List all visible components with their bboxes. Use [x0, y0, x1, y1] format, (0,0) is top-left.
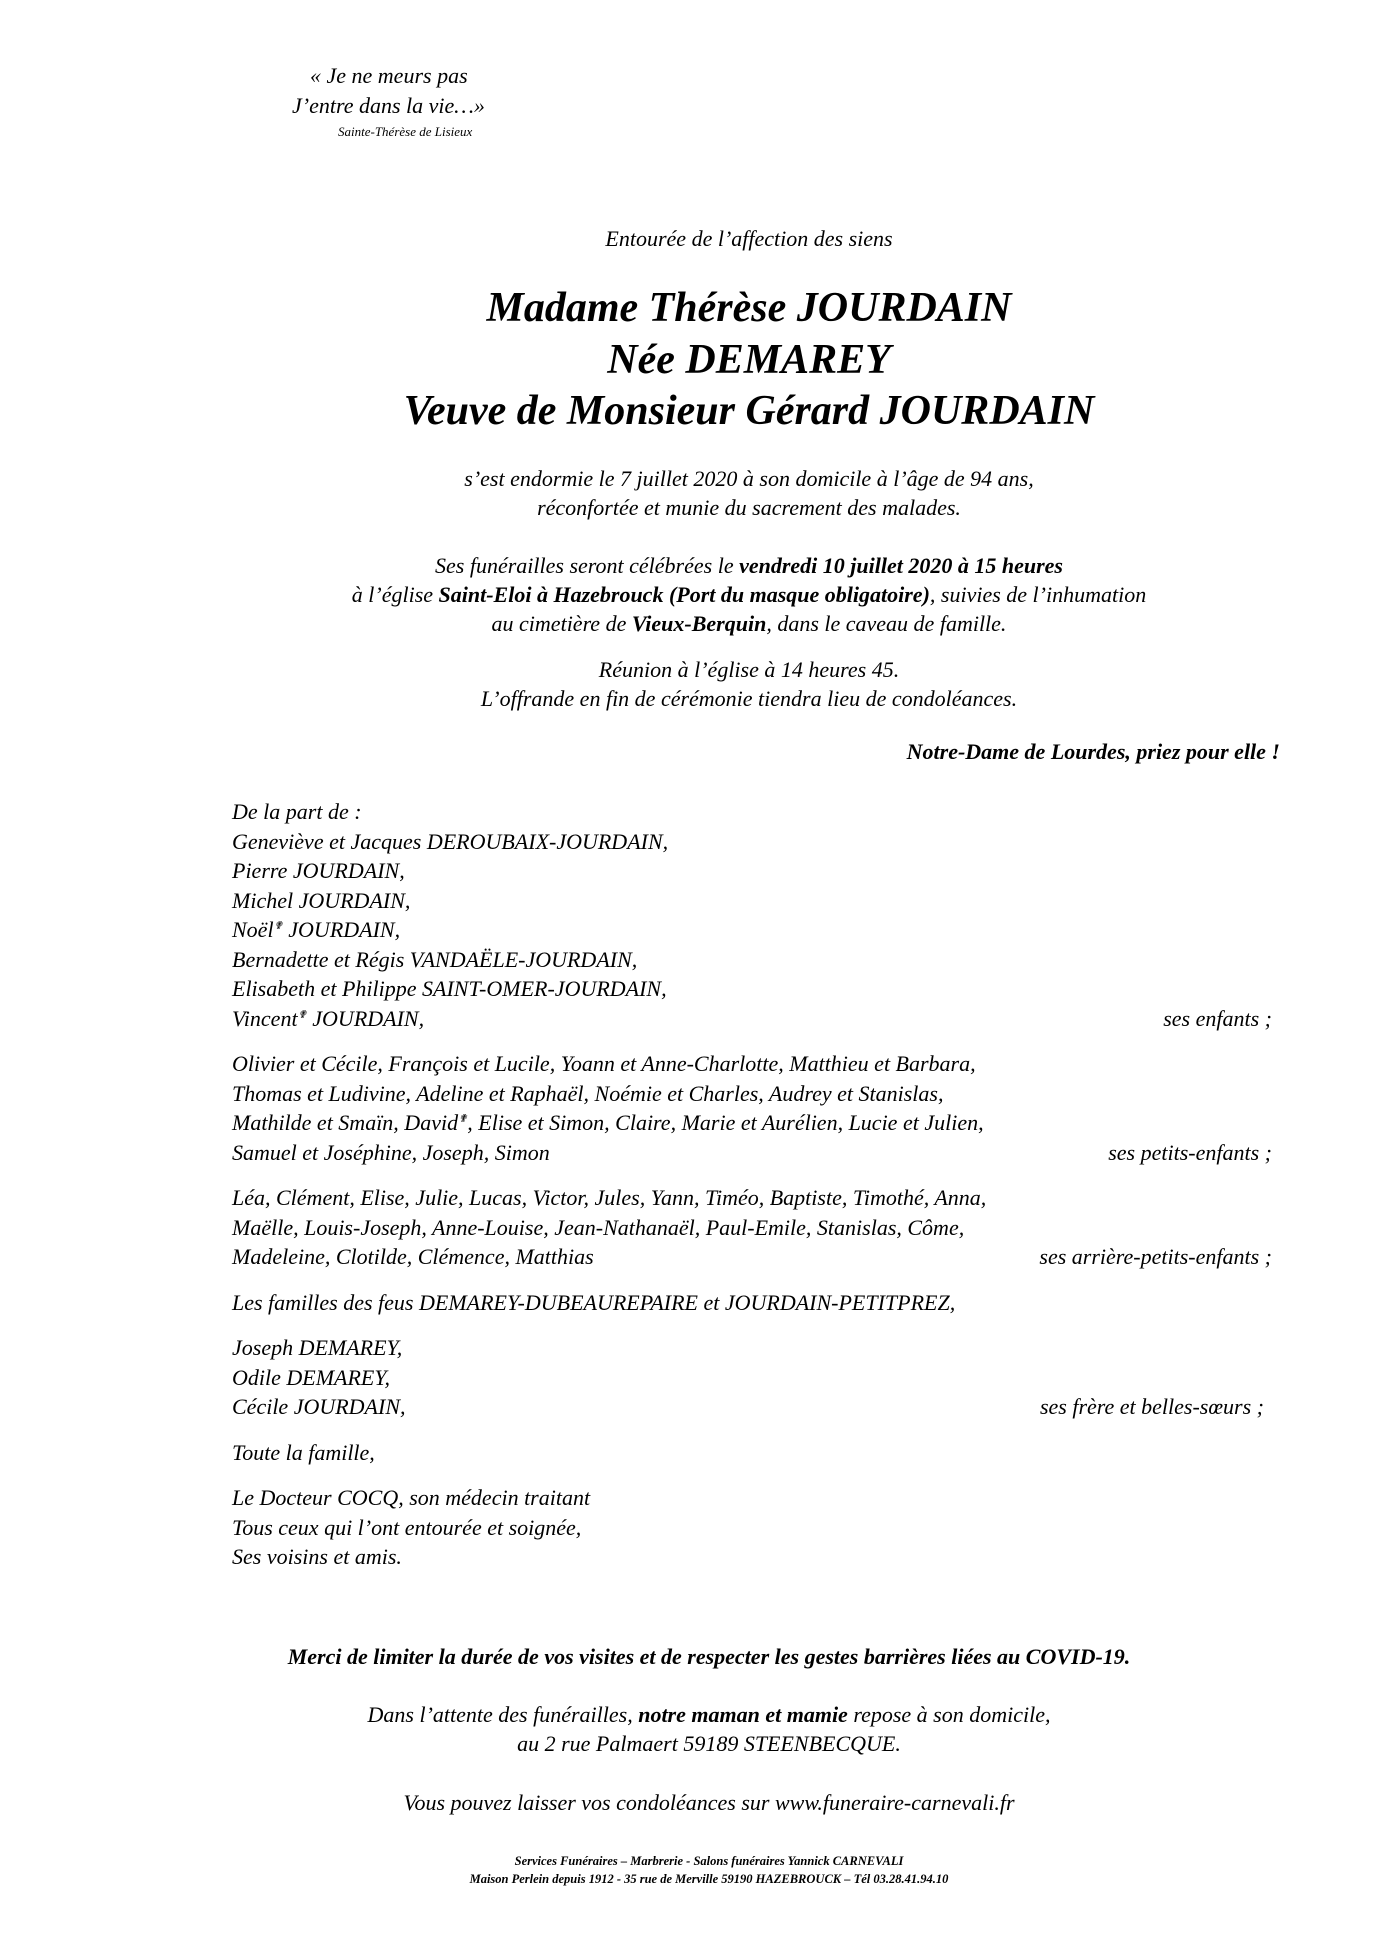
- grandchildren-role: ses petits-enfants ;: [1108, 1139, 1272, 1165]
- funeral-line-2: à l’église Saint-Eloi à Hazebrouck (Port du masque obligatoire), suivies de l’inhumation: [351, 582, 1147, 607]
- grandchild-line: Samuel et Joséphine, Joseph, Simon ses petits-enfants ;: [232, 1138, 1272, 1168]
- prayer-line: Notre-Dame de Lourdes, priez pour elle !: [906, 739, 1280, 764]
- others-line: Le Docteur COCQ, son médecin traitant: [232, 1485, 591, 1510]
- deceased-maiden-name: Née DEMAREY: [607, 337, 891, 383]
- cross-icon: ✟: [458, 1113, 468, 1125]
- children-role: ses enfants ;: [1163, 1005, 1272, 1031]
- others-line: Ses voisins et amis.: [232, 1544, 402, 1569]
- great-grandchild-line: Léa, Clément, Elise, Julie, Lucas, Victor, Jules, Yann, Timéo, Baptiste, Timothé, Anna,: [232, 1185, 987, 1210]
- child-line: Michel JOURDAIN,: [232, 887, 411, 913]
- intro-text: Entourée de l’affection des siens: [605, 226, 893, 251]
- footer-line-2: Maison Perlein depuis 1912 - 35 rue de Merville 59190 HAZEBROUCK – Tél 03.28.41.94.10: [469, 1872, 949, 1886]
- grandchild-line: Olivier et Cécile, François et Lucile, Yoann et Anne-Charlotte, Matthieu et Barbara,: [232, 1051, 976, 1076]
- funeral-line-3: au cimetière de Vieux-Berquin, dans le caveau de famille.: [491, 611, 1007, 636]
- funeral-line-1: Ses funérailles seront célébrées le vendredi 10 juillet 2020 à 15 heures: [435, 553, 1063, 578]
- sibling-line: Odile DEMAREY,: [232, 1364, 391, 1390]
- cross-icon: ✟: [273, 920, 283, 932]
- family-header: De la part de :: [232, 799, 362, 824]
- footer-line-1: Services Funéraires – Marbrerie - Salons funéraires Yannick CARNEVALI: [514, 1854, 904, 1868]
- death-line-2: réconfortée et munie du sacrement des malades.: [537, 495, 961, 520]
- condolences-line: Vous pouvez laisser vos condoléances sur www.funeraire-carnevali.fr: [403, 1790, 1015, 1815]
- epigraph-line-2: J’entre dans la vie…»: [292, 93, 485, 118]
- others-line: Tous ceux qui l’ont entourée et soignée,: [232, 1514, 582, 1540]
- cross-icon: ✟: [297, 1008, 307, 1021]
- child-line: Bernadette et Régis VANDAËLE-JOURDAIN,: [232, 946, 638, 972]
- great-grandchildren-role: ses arrière-petits-enfants ;: [1039, 1244, 1272, 1269]
- child-line: Geneviève et Jacques DEROUBAIX-JOURDAIN,: [232, 828, 669, 854]
- rest-line-2: au 2 rue Palmaert 59189 STEENBECQUE.: [517, 1731, 901, 1756]
- covid-notice: Merci de limiter la durée de vos visites et de respecter les gestes barrières liées au COVID-19.: [287, 1644, 1131, 1669]
- grandchild-line: Thomas et Ludivine, Adeline et Raphaël, Noémie et Charles, Audrey et Stanislas,: [232, 1080, 944, 1106]
- reunion-line-2: L’offrande en fin de cérémonie tiendra lieu de condoléances.: [480, 686, 1018, 711]
- deceased-name: Madame Thérèse JOURDAIN: [486, 285, 1012, 331]
- sibling-line: Cécile JOURDAIN, ses frère et belles-sœurs ;: [232, 1392, 1272, 1422]
- great-grandchild-line: Maëlle, Louis-Joseph, Anne-Louise, Jean-Nathanaël, Paul-Emile, Stanislas, Côme,: [232, 1214, 965, 1240]
- all-family-line: Toute la famille,: [232, 1439, 375, 1465]
- child-line: Pierre JOURDAIN,: [232, 858, 405, 883]
- death-line-1: s’est endormie le 7 juillet 2020 à son domicile à l’âge de 94 ans,: [464, 466, 1034, 491]
- great-grandchild-line: Madeleine, Clotilde, Clémence, Matthias ses arrière-petits-enfants ;: [232, 1242, 1272, 1272]
- rest-line-1: Dans l’attente des funérailles, notre maman et mamie repose à son domicile,: [367, 1702, 1051, 1727]
- child-line: Elisabeth et Philippe SAINT-OMER-JOURDAIN,: [232, 976, 667, 1001]
- deceased-widow-of: Veuve de Monsieur Gérard JOURDAIN: [403, 388, 1095, 434]
- family-section: [232, 797, 1272, 1572]
- late-families-line: Les familles des feus DEMAREY-DUBEAUREPAIRE et JOURDAIN-PETITPREZ,: [232, 1289, 956, 1315]
- epigraph-source: Sainte-Thérèse de Lisieux: [338, 124, 473, 139]
- grandchild-line: Mathilde et Smaïn, David✟, Elise et Simon, Claire, Marie et Aurélien, Lucie et Julien,: [232, 1110, 984, 1135]
- reunion-line-1: Réunion à l’église à 14 heures 45.: [598, 657, 900, 682]
- epigraph-line-1: « Je ne meurs pas: [310, 63, 468, 88]
- child-line: Vincent✟ JOURDAIN, ses enfants ;: [232, 1004, 1272, 1034]
- siblings-role: ses frère et belles-sœurs ;: [1039, 1394, 1264, 1419]
- sibling-line: Joseph DEMAREY,: [232, 1335, 403, 1360]
- child-line: Noël✟ JOURDAIN,: [232, 917, 401, 942]
